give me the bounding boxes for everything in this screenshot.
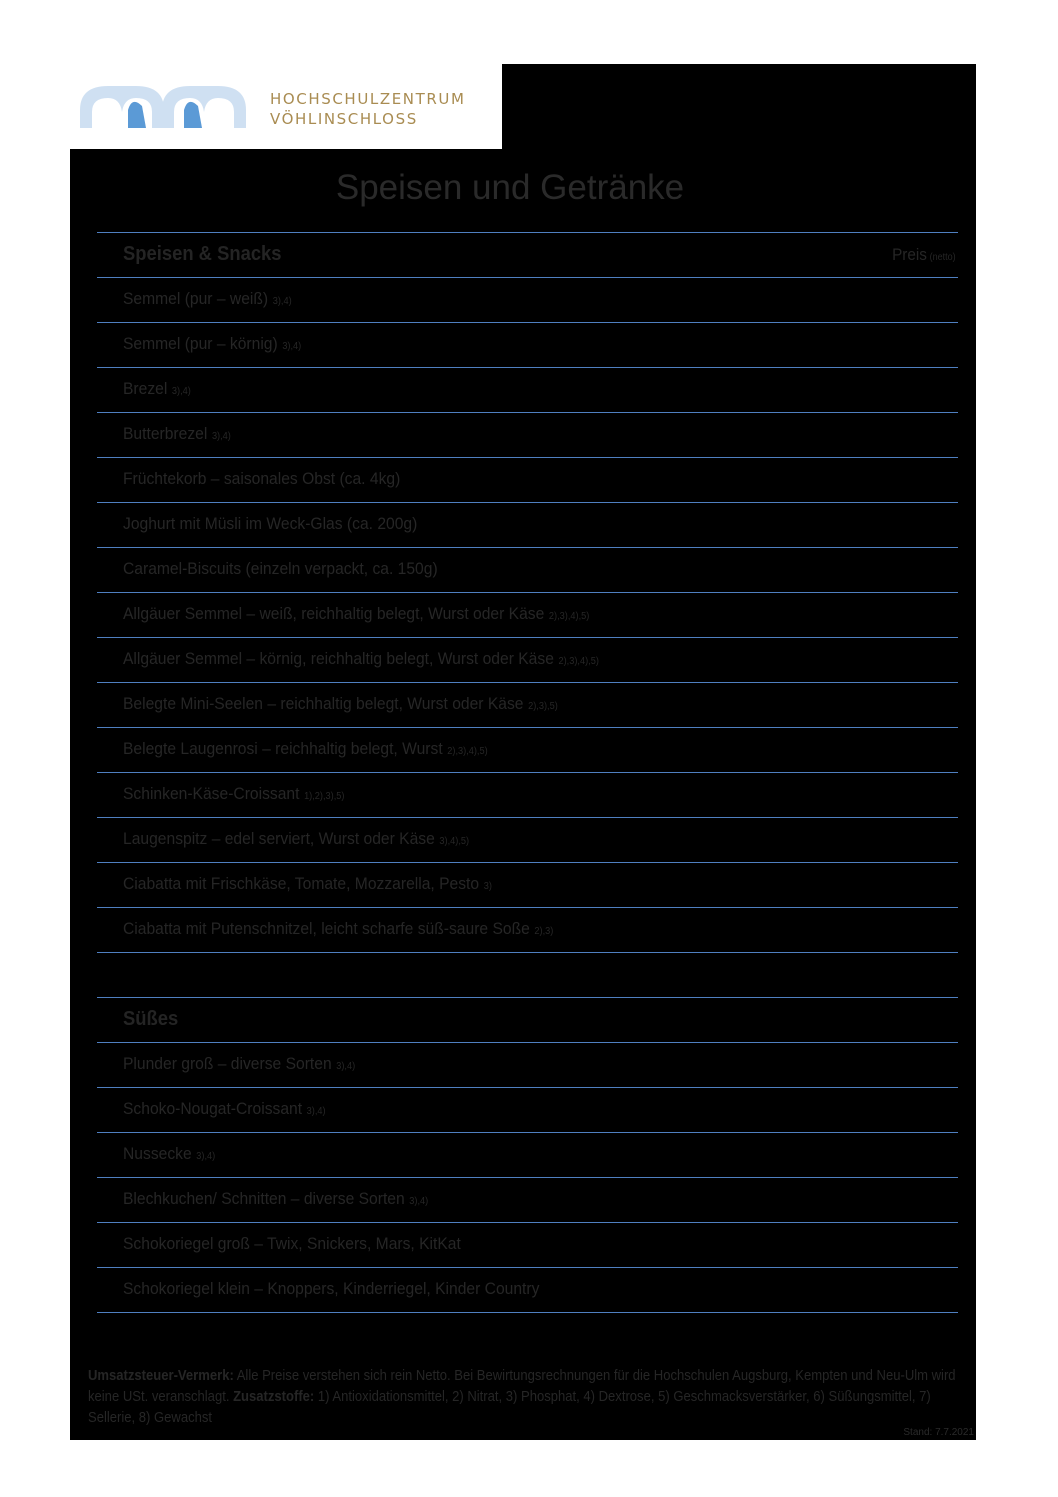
item-name: Semmel (pur – körnig) <box>123 334 278 353</box>
menu-item <box>97 773 958 818</box>
logo-wordmark <box>270 89 466 129</box>
item-name: Brezel <box>123 379 168 398</box>
logo <box>70 64 502 149</box>
menu-item <box>97 503 958 548</box>
item-additives: 1),2),3),5) <box>304 791 345 802</box>
item-name: Butterbrezel <box>123 424 208 443</box>
menu-table <box>97 232 958 1313</box>
item-name: Schokoriegel groß – Twix, Snickers, Mars, KitKat <box>123 1234 461 1253</box>
menu-item <box>97 638 958 683</box>
item-name: Schinken-Käse-Croissant <box>123 784 300 803</box>
menu-item <box>97 278 958 323</box>
item-additives: 3),4) <box>272 296 292 307</box>
menu-item <box>97 548 958 593</box>
section-header <box>97 998 958 1043</box>
item-name: Belegte Laugenrosi – reichhaltig belegt, Wurst <box>123 739 443 758</box>
menu-item <box>97 728 958 773</box>
menu-item <box>97 908 958 953</box>
item-name: Schokoriegel klein – Knoppers, Kinderriegel, Kinder Country <box>123 1279 540 1298</box>
item-name: Ciabatta mit Frischkäse, Tomate, Mozzarella, Pesto <box>123 874 480 893</box>
additives-label: Zusatzstoffe: <box>233 1389 315 1405</box>
item-name: Blechkuchen/ Schnitten – diverse Sorten <box>123 1189 405 1208</box>
item-additives: 3),4) <box>336 1061 356 1072</box>
logo-line-2: VÖHLINSCHLOSS <box>270 110 418 128</box>
section-header <box>97 233 958 278</box>
menu-item <box>97 593 958 638</box>
footer-notes <box>88 1366 978 1429</box>
item-name: Laugenspitz – edel serviert, Wurst oder Käse <box>123 829 435 848</box>
menu-item <box>97 1178 958 1223</box>
menu-item <box>97 818 958 863</box>
item-name: Früchtekorb – saisonales Obst (ca. 4kg) <box>123 469 401 488</box>
item-additives: 2),3),4),5) <box>558 656 599 667</box>
item-additives: 3),4) <box>409 1196 429 1207</box>
section-heading: Speisen & Snacks <box>123 243 282 265</box>
menu-item <box>97 1088 958 1133</box>
item-additives: 3),4) <box>306 1106 326 1117</box>
price-suffix: (netto) <box>929 252 956 263</box>
item-additives: 2),3),4),5) <box>548 611 590 622</box>
menu-item <box>97 368 958 413</box>
item-additives: 3),4) <box>211 431 231 442</box>
item-additives: 3),4) <box>282 341 302 352</box>
item-additives: 3) <box>483 881 492 892</box>
item-additives: 3),4),5) <box>439 836 470 847</box>
item-name: Schoko-Nougat-Croissant <box>123 1099 303 1118</box>
menu-item <box>97 323 958 368</box>
item-name: Ciabatta mit Putenschnitzel, leicht scharfe süß-saure Soße <box>123 919 530 938</box>
price-header <box>892 245 956 265</box>
menu-item <box>97 458 958 503</box>
menu-item <box>97 1133 958 1178</box>
additives-text: 1) Antioxidationsmittel, 2) Nitrat, 3) Phosphat, 4) Dextrose, 5) Geschmacksverstärker, 6) Süßungsmittel, 7) Sellerie, 8) Gewachst <box>88 1389 931 1426</box>
item-name: Allgäuer Semmel – körnig, reichhaltig belegt, Wurst oder Käse <box>123 649 554 668</box>
item-name: Plunder groß – diverse Sorten <box>123 1054 332 1073</box>
price-label: Preis <box>892 245 928 264</box>
item-additives: 3),4) <box>171 386 191 397</box>
stand-date: Stand: 7.7.2021 <box>903 1427 974 1438</box>
item-name: Nussecke <box>123 1144 192 1163</box>
item-name: Joghurt mit Müsli im Weck-Glas (ca. 200g) <box>123 514 418 533</box>
item-name: Belegte Mini-Seelen – reichhaltig belegt, Wurst oder Käse <box>123 694 524 713</box>
section-heading: Süßes <box>123 1008 179 1030</box>
item-name: Caramel-Biscuits (einzeln verpackt, ca. 150g) <box>123 559 438 578</box>
arches-logo-icon <box>80 84 246 130</box>
item-name: Allgäuer Semmel – weiß, reichhaltig belegt, Wurst oder Käse <box>123 604 545 623</box>
menu-item <box>97 413 958 458</box>
item-additives: 2),3) <box>534 926 554 937</box>
vat-text: Alle Preise verstehen sich rein Netto. Bei Bewirtungsrechnungen für die Hochschulen Augsburg, Kempten und Neu-Ulm wird keine USt. veranschlagt. <box>88 1368 956 1405</box>
page-title: Speisen und Getränke <box>335 168 685 207</box>
menu-item <box>97 683 958 728</box>
footer-paragraph <box>88 1366 975 1429</box>
menu-item <box>97 863 958 908</box>
item-additives: 2),3),4),5) <box>447 746 488 757</box>
empty-row <box>97 953 958 998</box>
item-additives: 2),3),5) <box>528 701 558 712</box>
vat-label: Umsatzsteuer-Vermerk: <box>88 1368 234 1384</box>
logo-line-1: HOCHSCHULZENTRUM <box>270 90 466 108</box>
menu-item <box>97 1223 958 1268</box>
item-name: Semmel (pur – weiß) <box>123 289 269 308</box>
item-additives: 3),4) <box>196 1151 216 1162</box>
menu-item <box>97 1043 958 1088</box>
menu-item <box>97 1268 958 1313</box>
